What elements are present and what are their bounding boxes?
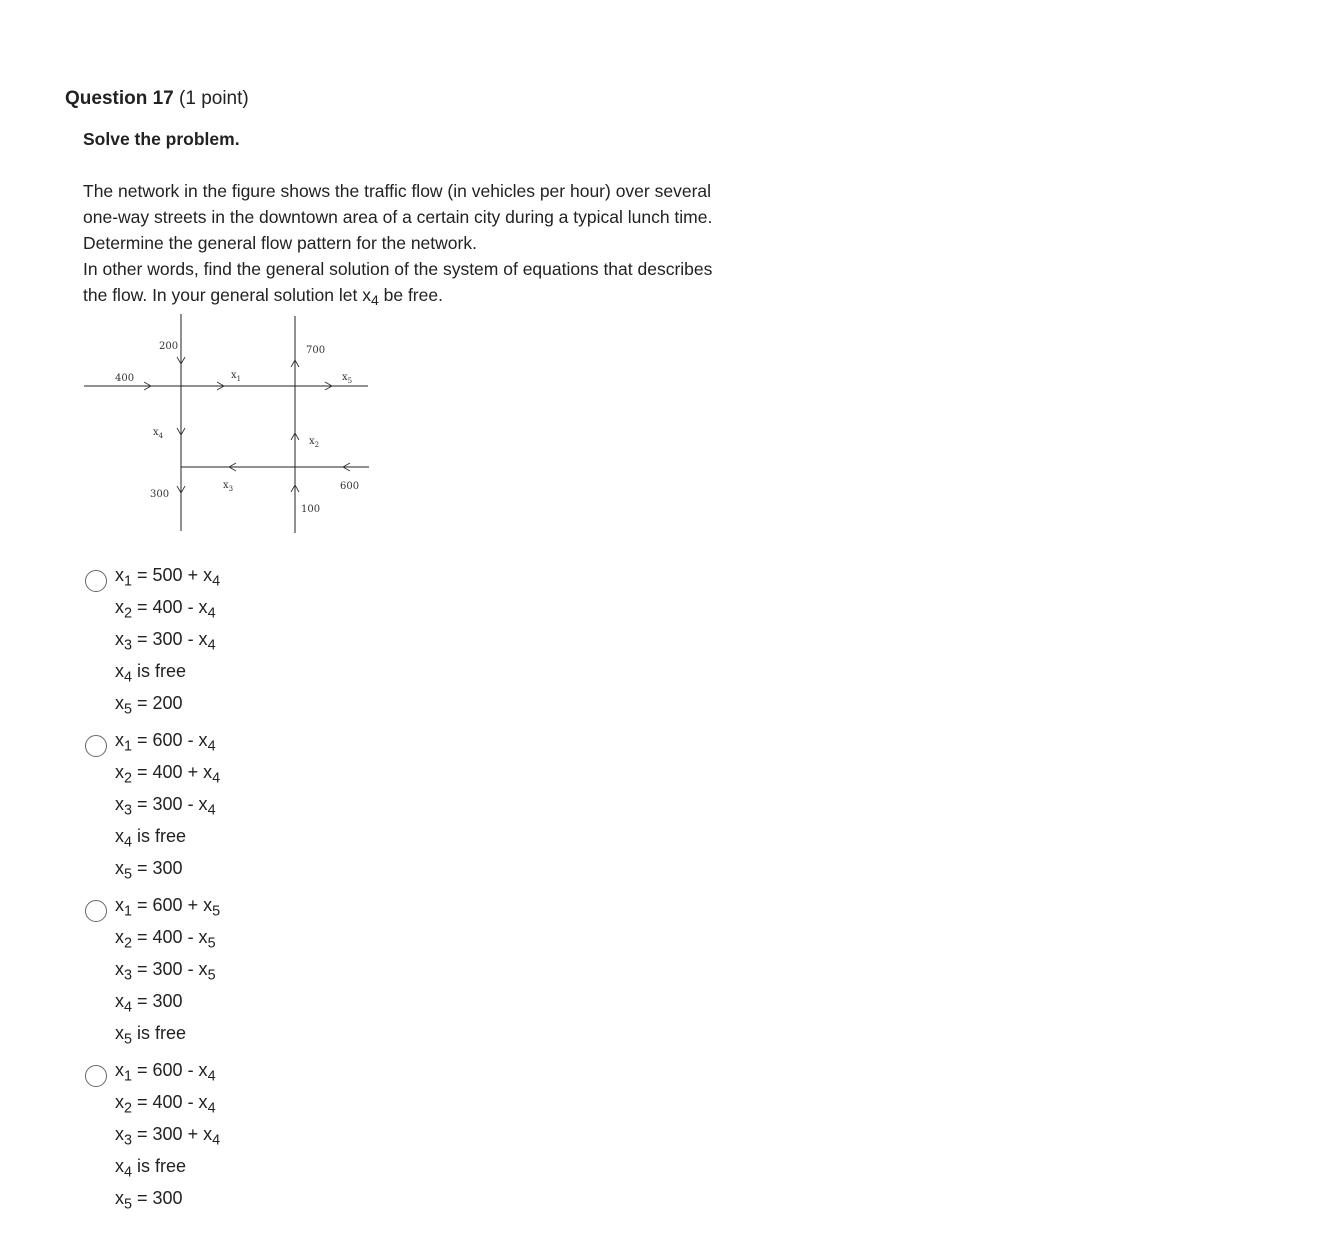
- subscript: 4: [207, 605, 216, 622]
- subscript: 4: [207, 1100, 216, 1117]
- label-x5: [342, 372, 352, 385]
- equation-var: x: [115, 693, 124, 713]
- label-x3: [223, 480, 233, 493]
- equation-var: x: [115, 1092, 124, 1112]
- equation-var: x: [115, 858, 124, 878]
- subscript: 4: [124, 669, 133, 686]
- equation-line: [115, 626, 220, 658]
- label-x5-sub: 5: [347, 377, 353, 385]
- equation-rest: = 500 + x: [132, 565, 213, 585]
- radio-button[interactable]: [85, 1065, 107, 1087]
- subscript: 5: [124, 701, 133, 718]
- subscript: 2: [124, 605, 133, 622]
- subscript: 4: [207, 738, 216, 755]
- problem-statement: [83, 178, 803, 308]
- equation-var: x: [115, 565, 124, 585]
- label-x5-var: x: [342, 372, 348, 383]
- label-x1: [231, 370, 241, 383]
- equation-line: [115, 1153, 220, 1185]
- subscript: 1: [124, 1068, 133, 1085]
- equation-line: [115, 988, 220, 1020]
- equation-line: [115, 855, 220, 887]
- equation-var: x: [115, 927, 124, 947]
- subscript: 5: [207, 967, 216, 984]
- equation-line: [115, 1020, 220, 1052]
- equation-rest: = 300 - x: [132, 629, 208, 649]
- equation-rest: = 300: [132, 1188, 183, 1208]
- instructions: Solve the problem.: [83, 129, 240, 149]
- equation-rest: = 600 - x: [132, 730, 208, 750]
- equation-var: x: [115, 597, 124, 617]
- label-700: 700: [306, 345, 326, 356]
- equation-rest: = 400 - x: [132, 597, 208, 617]
- equation-rest: = 600 + x: [132, 895, 213, 915]
- equation-rest: = 300: [132, 858, 183, 878]
- subscript: 4: [212, 1132, 221, 1149]
- traffic-network-diagram: [80, 312, 372, 536]
- equation-line: [115, 1089, 220, 1121]
- subscript: 5: [124, 866, 133, 883]
- subscript: 1: [124, 573, 133, 590]
- problem-line: The network in the figure shows the traffic flow (in vehicles per hour) over several: [83, 181, 712, 201]
- subscript: 3: [124, 637, 133, 654]
- equation-line: [115, 594, 220, 626]
- label-x3-var: x: [223, 480, 229, 491]
- equation-line: [115, 1057, 220, 1089]
- problem-line: In other words, find the general solution of the system of equations that describes: [83, 259, 713, 279]
- equation-var: x: [115, 1023, 124, 1043]
- choice-content: [115, 892, 220, 1052]
- radio-button[interactable]: [85, 570, 107, 592]
- radio-button[interactable]: [85, 735, 107, 757]
- label-200: 200: [159, 341, 179, 352]
- problem-line-text: the flow. In your general solution let x: [83, 285, 371, 305]
- subscript: 3: [124, 802, 133, 819]
- equation-line: [115, 562, 220, 594]
- subscript: 4: [212, 770, 221, 787]
- equation-rest: = 400 - x: [132, 927, 208, 947]
- subscript: 1: [124, 903, 133, 920]
- equation-rest: = 200: [132, 693, 183, 713]
- label-x1-sub: 1: [236, 375, 242, 383]
- subscript: 4: [124, 834, 133, 851]
- question-title: Question 17: [65, 88, 174, 109]
- equation-var: x: [115, 826, 124, 846]
- subscript: 5: [124, 1196, 133, 1213]
- equation-rest: = 300 + x: [132, 1124, 213, 1144]
- equation-rest: = 600 - x: [132, 1060, 208, 1080]
- label-x4-var: x: [153, 427, 159, 438]
- problem-line: Determine the general flow pattern for the network.: [83, 233, 477, 253]
- subscript: 4: [207, 1068, 216, 1085]
- equation-rest: = 300 - x: [132, 794, 208, 814]
- equation-var: x: [115, 991, 124, 1011]
- label-x2-var: x: [309, 436, 315, 447]
- equation-line: [115, 658, 220, 690]
- choice-content: [115, 562, 220, 722]
- equation-line: [115, 823, 220, 855]
- equation-rest: is free: [132, 1156, 187, 1176]
- problem-line: one-way streets in the downtown area of a certain city during a typical lunch time.: [83, 207, 713, 227]
- subscript: 5: [207, 935, 216, 952]
- equation-rest: is free: [132, 1023, 187, 1043]
- label-x4-sub: 4: [158, 432, 164, 440]
- equation-var: x: [115, 629, 124, 649]
- question-header: [65, 86, 249, 112]
- equation-rest: = 400 - x: [132, 1092, 208, 1112]
- subscript: 5: [212, 903, 221, 920]
- label-400: 400: [115, 373, 135, 384]
- subscript: 4: [370, 292, 379, 309]
- equation-var: x: [115, 1156, 124, 1176]
- equation-line: [115, 759, 220, 791]
- subscript: 3: [124, 967, 133, 984]
- traffic-network-figure: [80, 312, 372, 536]
- subscript: 4: [124, 1164, 133, 1181]
- equation-line: [115, 1185, 220, 1217]
- subscript: 2: [124, 935, 133, 952]
- equation-line: [115, 924, 220, 956]
- label-300: 300: [150, 489, 170, 500]
- equation-var: x: [115, 1060, 124, 1080]
- equation-var: x: [115, 959, 124, 979]
- label-x4: [153, 427, 164, 440]
- equation-rest: is free: [132, 661, 187, 681]
- equation-line: [115, 690, 220, 722]
- equation-rest: = 300 - x: [132, 959, 208, 979]
- problem-line-text: be free.: [378, 285, 443, 305]
- equation-line: [115, 1121, 220, 1153]
- equation-line: [115, 727, 220, 759]
- equation-rest: is free: [132, 826, 187, 846]
- label-600: 600: [340, 481, 360, 492]
- equation-line: [115, 892, 220, 924]
- label-x2-sub: 2: [314, 441, 320, 449]
- label-x2: [309, 436, 319, 449]
- equation-var: x: [115, 1124, 124, 1144]
- subscript: 4: [124, 999, 133, 1016]
- equation-var: x: [115, 661, 124, 681]
- subscript: 4: [207, 637, 216, 654]
- subscript: 1: [124, 738, 133, 755]
- problem-line: [83, 282, 803, 308]
- radio-button[interactable]: [85, 900, 107, 922]
- choice-content: [115, 727, 220, 887]
- equation-var: x: [115, 730, 124, 750]
- label-100: 100: [301, 504, 321, 515]
- subscript: 4: [212, 573, 221, 590]
- equation-line: [115, 956, 220, 988]
- equation-rest: = 400 + x: [132, 762, 213, 782]
- subscript: 2: [124, 770, 133, 787]
- subscript: 4: [207, 802, 216, 819]
- question-points: (1 point): [179, 88, 249, 109]
- label-x1-var: x: [231, 370, 237, 381]
- subscript: 3: [124, 1132, 133, 1149]
- subscript: 2: [124, 1100, 133, 1117]
- equation-var: x: [115, 762, 124, 782]
- equation-var: x: [115, 1188, 124, 1208]
- label-x3-sub: 3: [228, 485, 234, 493]
- equation-var: x: [115, 794, 124, 814]
- subscript: 5: [124, 1031, 133, 1048]
- equation-line: [115, 791, 220, 823]
- choice-content: [115, 1057, 220, 1217]
- equation-var: x: [115, 895, 124, 915]
- equation-rest: = 300: [132, 991, 183, 1011]
